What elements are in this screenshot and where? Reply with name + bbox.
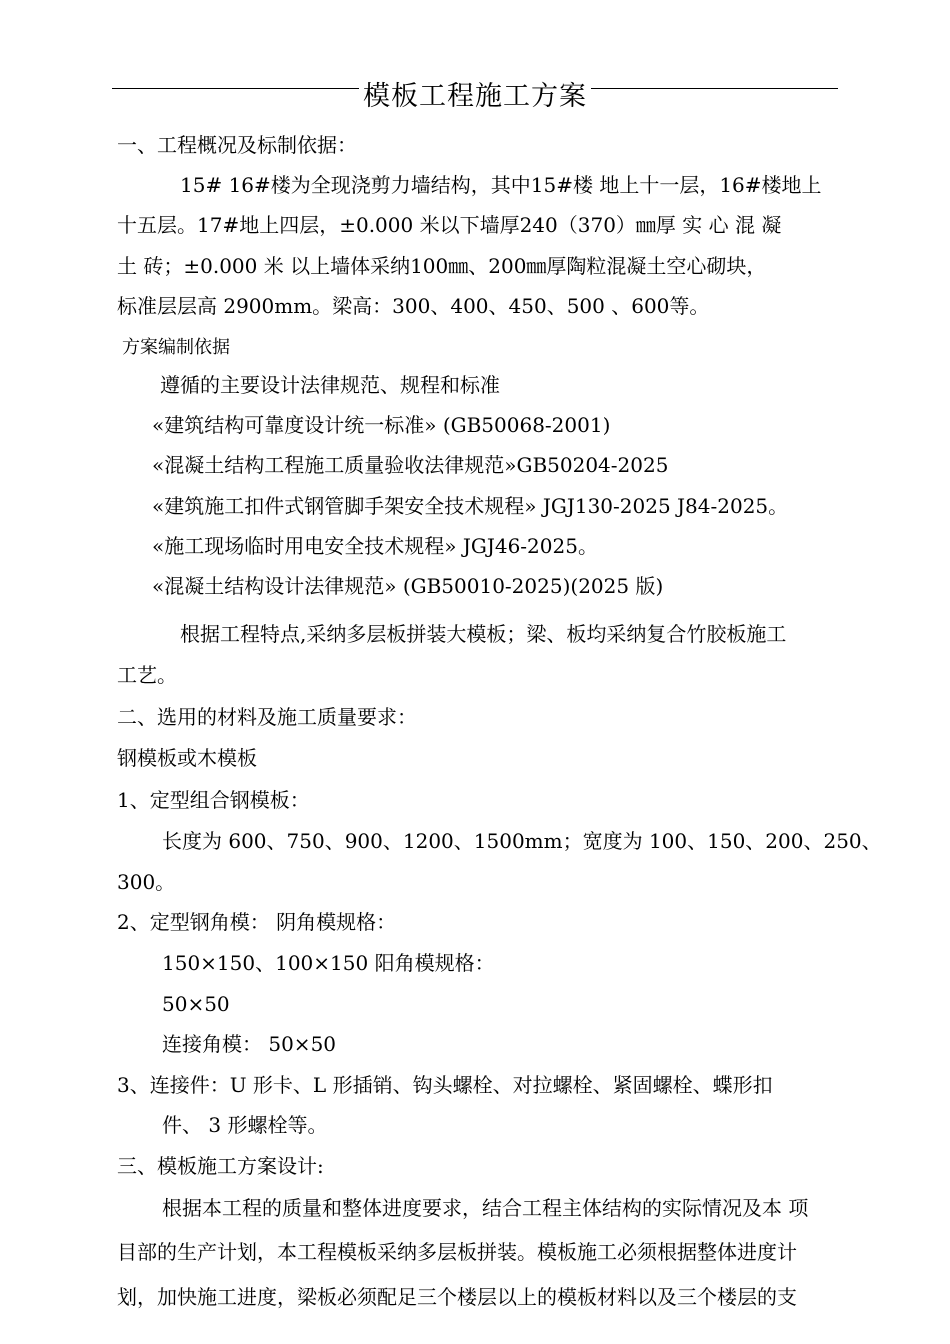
paragraph-line: 300。 [117, 870, 176, 894]
paragraph-line: 15# 16#楼为全现浇剪力墙结构，其中15#楼 地上十一层，16#楼地上 [180, 173, 822, 197]
paragraph-line: 钢模板或木模板 [117, 746, 257, 770]
paragraph-line: 件、 3 形螺栓等。 [162, 1113, 328, 1137]
paragraph-line: 150×150、100×150 阳角模规格： [162, 951, 495, 975]
list-item: 3、连接件：U 形卡、L 形插销、钩头螺栓、对拉螺栓、紧固螺栓、蝶形扣 [117, 1073, 773, 1097]
subheading: 方案编制依据 [122, 337, 230, 358]
standard-item: «建筑施工扣件式钢管脚手架安全技术规程» JGJ130-2025 J84-2025。 [152, 494, 789, 518]
standard-item: «混凝土结构工程施工质量验收法律规范»GB50204-2025 [152, 453, 669, 477]
paragraph-line: 目部的生产计划，本工程模板采纳多层板拼装。模板施工必须根据整体进度计 [117, 1240, 797, 1264]
paragraph-line: 土 砖；±0.000 米 以上墙体采纳100㎜、200㎜厚陶粒混凝土空心砌块， [117, 254, 767, 278]
standard-item: «混凝土结构设计法律规范» (GB50010-2025)(2025 版) [152, 574, 664, 598]
section-heading-1: 一、工程概况及标制依据： [117, 133, 357, 157]
page-title [0, 74, 950, 113]
paragraph-line: 根据工程特点,采纳多层板拼装大模板；梁、板均采纳复合竹胶板施工 [180, 622, 787, 646]
paragraph-line: 50×50 [162, 992, 230, 1016]
paragraph-line: 根据本工程的质量和整体进度要求，结合工程主体结构的实际情况及本 项 [162, 1196, 809, 1220]
section-heading-3: 三、模板施工方案设计: [117, 1154, 324, 1178]
paragraph-line: 长度为 600、750、900、1200、1500mm；宽度为 100、150、200、250、 [162, 829, 882, 853]
paragraph-line: 遵循的主要设计法律规范、规程和标准 [160, 373, 500, 397]
paragraph-line: 工艺。 [117, 663, 177, 687]
paragraph-line: 十五层。17#地上四层，±0.000 米以下墙厚240（370）㎜厚 实 心 混 凝 [117, 213, 782, 237]
standard-item: «施工现场临时用电安全技术规程» JGJ46-2025。 [152, 534, 598, 558]
list-item: 2、定型钢角模： 阴角模规格： [117, 910, 397, 934]
page-title-text: 模板工程施工方案 [359, 81, 591, 112]
list-item: 1、定型组合钢模板： [117, 788, 310, 812]
paragraph-line: 标准层层高 2900mm。梁高：300、400、450、500 、600等。 [117, 294, 710, 318]
standard-item: «建筑结构可靠度设计统一标准» (GB50068-2001) [152, 413, 611, 437]
paragraph-line: 划，加快施工进度，梁板必须配足三个楼层以上的模板材料以及三个楼层的支 [117, 1285, 797, 1309]
section-heading-2: 二、选用的材料及施工质量要求： [117, 705, 417, 729]
paragraph-line: 连接角模： 50×50 [162, 1032, 337, 1056]
